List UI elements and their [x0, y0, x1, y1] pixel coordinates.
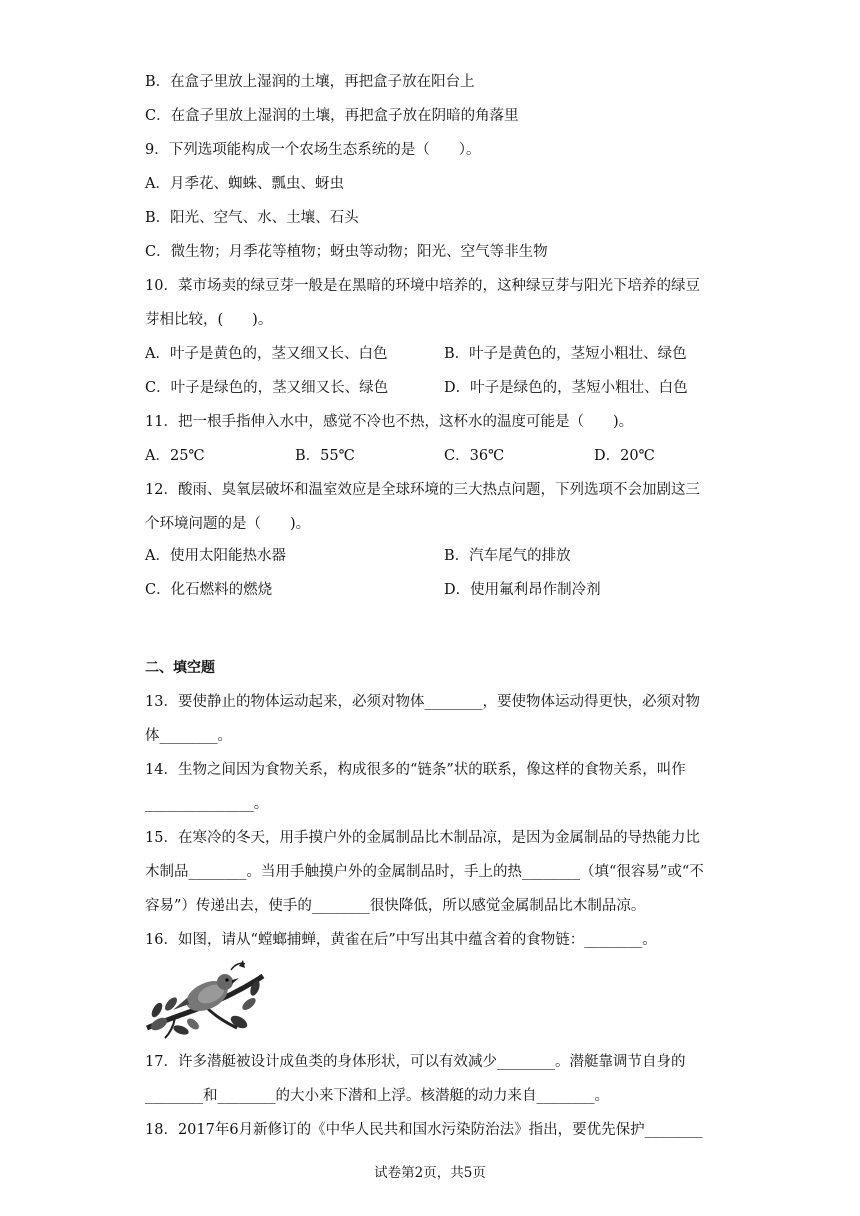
bird-on-branch-image — [145, 958, 265, 1040]
question-12-option-b: B．汽车尾气的排放 — [444, 548, 571, 564]
question-9: 9．下列选项能构成一个农场生态系统的是（ ）。 — [145, 142, 481, 158]
question-10-line1: 10．菜市场卖的绿豆芽一般是在黑暗的环境中培养的，这种绿豆芽与阳光下培养的绿豆 — [145, 278, 700, 294]
question-9-option-b: B．阳光、空气、水、土壤、石头 — [145, 210, 359, 226]
question-13-line2: 体________。 — [145, 728, 232, 744]
question-10-option-d: D．叶子是绿色的，茎短小粗壮、白色 — [444, 380, 688, 396]
option-b-line: B．在盒子里放上湿润的土壤，再把盒子放在阳台上 — [145, 74, 475, 90]
question-13-line1: 13．要使静止的物体运动起来，必须对物体________，要使物体运动得更快，必须对物 — [145, 694, 700, 710]
question-12-line2: 个环境问题的是（ )。 — [145, 516, 311, 532]
question-11-option-c: C．36℃ — [444, 448, 505, 464]
question-14-line2: _______________。 — [145, 796, 269, 812]
question-9-option-a: A．月季花、蜘蛛、瓢虫、蚜虫 — [145, 176, 344, 192]
option-c-line: C．在盒子里放上湿润的土壤，再把盒子放在阴暗的角落里 — [145, 108, 519, 124]
question-9-option-c: C．微生物；月季花等植物；蚜虫等动物；阳光、空气等非生物 — [145, 244, 548, 260]
question-15-line1: 15．在寒冷的冬天，用手摸户外的金属制品比木制品凉，是因为金属制品的导热能力比 — [145, 830, 700, 846]
question-12-option-d: D．使用氟利昂作制冷剂 — [444, 582, 601, 598]
question-11-option-b: B．55℃ — [295, 448, 355, 464]
page-footer: 试卷第2页，共5页 — [374, 1165, 486, 1181]
question-17-line1: 17．许多潜艇被设计成鱼类的身体形状，可以有效减少________。潜艇靠调节自身的 — [145, 1054, 686, 1070]
section-heading-fill-blank: 二、填空题 — [145, 660, 215, 676]
question-10-option-c: C．叶子是绿色的，茎又细又长、绿色 — [145, 380, 389, 396]
question-14-line1: 14．生物之间因为食物关系，构成很多的“链条”状的联系，像这样的食物关系，叫作 — [145, 762, 686, 778]
question-10-option-a: A．叶子是黄色的，茎又细又长、白色 — [145, 346, 388, 362]
question-10-line2: 芽相比较，( )。 — [145, 312, 273, 328]
question-10-option-b: B．叶子是黄色的，茎短小粗壮、绿色 — [444, 346, 687, 362]
question-17-line2: ________和________的大小来下潜和上浮。核潜艇的动力来自________。 — [145, 1088, 609, 1104]
question-12-line1: 12．酸雨、臭氧层破坏和温室效应是全球环境的三大热点问题，下列选项不会加剧这三 — [145, 482, 700, 498]
question-11-option-d: D．20℃ — [594, 448, 655, 464]
question-12-option-c: C．化石燃料的燃烧 — [145, 582, 273, 598]
question-11-option-a: A．25℃ — [145, 448, 205, 464]
question-18-line1: 18．2017年6月新修订的《中华人民共和国水污染防治法》指出，要优先保护________ — [145, 1122, 703, 1138]
question-12-option-a: A．使用太阳能热水器 — [145, 548, 286, 564]
question-16: 16．如图，请从“螳螂捕蝉，黄雀在后”中写出其中蕴含着的食物链：________。 — [145, 932, 657, 948]
question-15-line3: 容易”）传递出去，使手的________很快降低，所以感觉金属制品比木制品凉。 — [145, 898, 646, 914]
question-15-line2: 木制品________。当用手触摸户外的金属制品时，手上的热________（填“很容易”或“不 — [145, 864, 704, 880]
question-11: 11．把一根手指伸入水中，感觉不冷也不热，这杯水的温度可能是（ )。 — [145, 414, 634, 430]
